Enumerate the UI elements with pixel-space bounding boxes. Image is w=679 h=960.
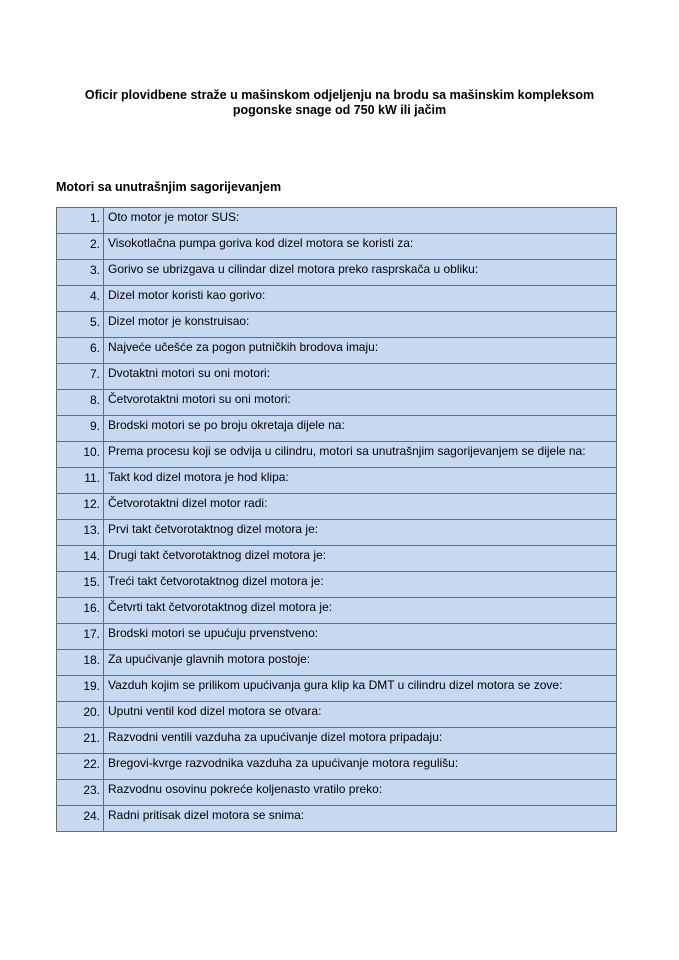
question-row: [57, 806, 617, 832]
question-text: Razvodnu osovinu pokreće koljenasto vratilo preko:: [104, 780, 617, 806]
question-row: [57, 364, 617, 390]
question-row: [57, 598, 617, 624]
title-line-1: Oficir plovidbene straže u mašinskom odjeljenju na brodu sa mašinskim kompleksom: [84, 88, 595, 102]
question-row: [57, 468, 617, 494]
question-text: Gorivo se ubrizgava u cilindar dizel motora preko rasprskača u obliku:: [104, 260, 617, 286]
question-number: 2.: [57, 234, 104, 260]
question-row: [57, 572, 617, 598]
question-row: [57, 520, 617, 546]
question-number: 8.: [57, 390, 104, 416]
question-row: [57, 702, 617, 728]
question-number: 14.: [57, 546, 104, 572]
question-text: Visokotlačna pumpa goriva kod dizel motora se koristi za:: [104, 234, 617, 260]
question-number: 16.: [57, 598, 104, 624]
question-row: [57, 312, 617, 338]
question-text: Dizel motor koristi kao gorivo:: [104, 286, 617, 312]
question-row: [57, 390, 617, 416]
question-text: Takt kod dizel motora je hod klipa:: [104, 468, 617, 494]
question-text: Za upućivanje glavnih motora postoje:: [104, 650, 617, 676]
question-row: [57, 286, 617, 312]
question-number: 4.: [57, 286, 104, 312]
questions-table: [56, 207, 617, 832]
question-number: 10.: [57, 442, 104, 468]
question-text: Drugi takt četvorotaktnog dizel motora je:: [104, 546, 617, 572]
question-row: [57, 624, 617, 650]
question-text: Četvorotaktni dizel motor radi:: [104, 494, 617, 520]
question-text: Radni pritisak dizel motora se snima:: [104, 806, 617, 832]
question-number: 19.: [57, 676, 104, 702]
question-text: Dvotaktni motori su oni motori:: [104, 364, 617, 390]
question-number: 3.: [57, 260, 104, 286]
question-row: [57, 442, 617, 468]
question-row: [57, 208, 617, 234]
question-number: 12.: [57, 494, 104, 520]
question-row: [57, 234, 617, 260]
question-number: 23.: [57, 780, 104, 806]
question-row: [57, 728, 617, 754]
question-number: 18.: [57, 650, 104, 676]
question-text: Vazduh kojim se prilikom upućivanja gura klip ka DMT u cilindru dizel motora se zove:: [104, 676, 617, 702]
question-text: Treći takt četvorotaktnog dizel motora je:: [104, 572, 617, 598]
question-text: Četvrti takt četvorotaktnog dizel motora je:: [104, 598, 617, 624]
question-number: 24.: [57, 806, 104, 832]
question-number: 15.: [57, 572, 104, 598]
question-row: [57, 676, 617, 702]
question-number: 9.: [57, 416, 104, 442]
section-heading: Motori sa unutrašnjim sagorijevanjem: [56, 180, 282, 194]
question-row: [57, 338, 617, 364]
question-number: 22.: [57, 754, 104, 780]
question-text: Najveće učešće za pogon putničkih brodova imaju:: [104, 338, 617, 364]
question-row: [57, 650, 617, 676]
question-number: 11.: [57, 468, 104, 494]
question-number: 13.: [57, 520, 104, 546]
question-text: Brodski motori se upućuju prvenstveno:: [104, 624, 617, 650]
question-number: 20.: [57, 702, 104, 728]
question-text: Uputni ventil kod dizel motora se otvara:: [104, 702, 617, 728]
question-text: Četvorotaktni motori su oni motori:: [104, 390, 617, 416]
question-text: Razvodni ventili vazduha za upućivanje dizel motora pripadaju:: [104, 728, 617, 754]
question-row: [57, 780, 617, 806]
question-number: 21.: [57, 728, 104, 754]
question-text: Bregovi-kvrge razvodnika vazduha za upućivanje motora regulišu:: [104, 754, 617, 780]
question-row: [57, 416, 617, 442]
question-text: Dizel motor je konstruisao:: [104, 312, 617, 338]
question-number: 6.: [57, 338, 104, 364]
document-title: [0, 88, 679, 118]
question-number: 17.: [57, 624, 104, 650]
question-text: Prvi takt četvorotaktnog dizel motora je:: [104, 520, 617, 546]
question-number: 1.: [57, 208, 104, 234]
question-row: [57, 260, 617, 286]
question-text: Prema procesu koji se odvija u cilindru, motori sa unutrašnjim sagorijevanjem se dijele na:: [104, 442, 617, 468]
question-row: [57, 494, 617, 520]
question-number: 7.: [57, 364, 104, 390]
question-row: [57, 754, 617, 780]
question-row: [57, 546, 617, 572]
title-line-2: pogonske snage od 750 kW ili jačim: [232, 103, 447, 117]
question-number: 5.: [57, 312, 104, 338]
question-text: Oto motor je motor SUS:: [104, 208, 617, 234]
question-text: Brodski motori se po broju okretaja dijele na:: [104, 416, 617, 442]
